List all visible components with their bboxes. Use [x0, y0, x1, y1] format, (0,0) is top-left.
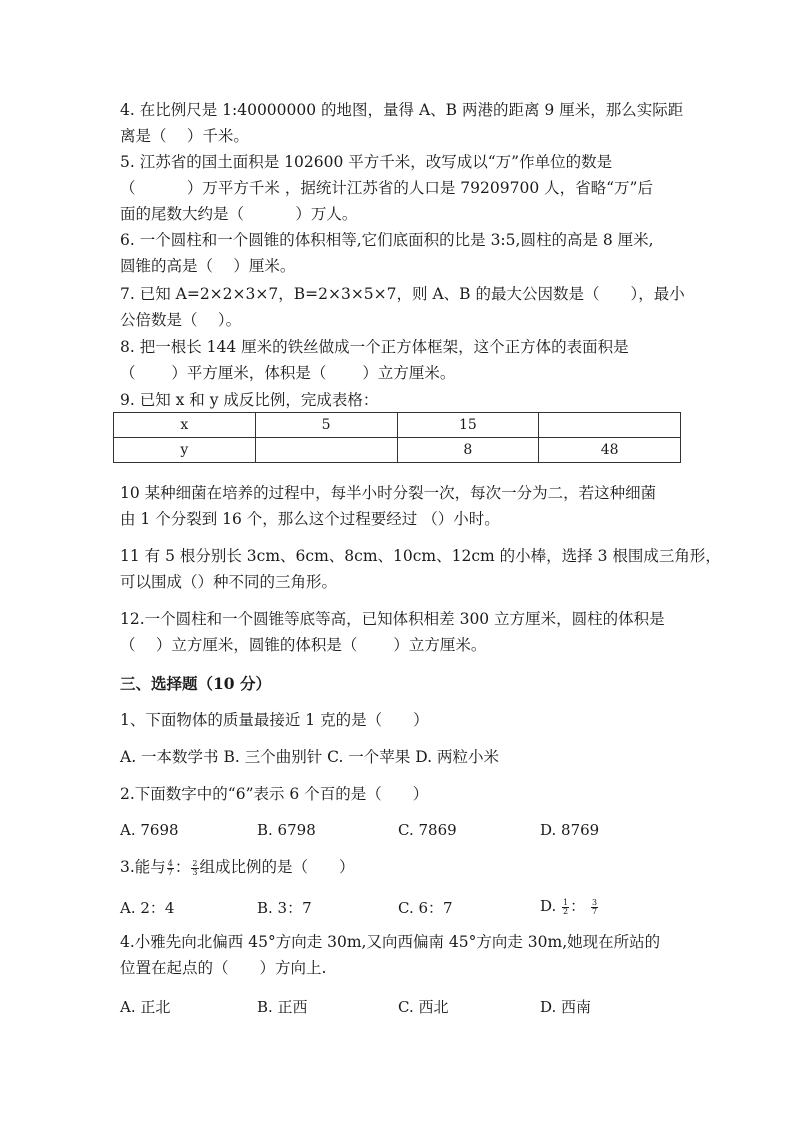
- q8-line-1: 8. 把一根长 144 厘米的铁丝做成一个正方体框架，这个正方体的表面积是: [120, 338, 629, 356]
- choice3-question-prefix: 3.能与: [120, 858, 166, 876]
- ratio-separator: ：: [570, 897, 586, 915]
- q4-line-1: 4. 在比例尺是 1:40000000 的地图，量得 A、B 两港的距离 9 厘米，那么实际距: [120, 101, 684, 119]
- fraction-denominator: 2: [563, 906, 569, 916]
- q12-line-2: （ ）立方厘米，圆锥的体积是（ ）立方厘米。: [120, 636, 487, 654]
- choice4-option-d: D. 西南: [540, 998, 592, 1016]
- fraction-denominator: 7: [591, 906, 598, 916]
- choice1-options: A. 一本数学书 B. 三个曲别针 C. 一个苹果 D. 两粒小米: [120, 748, 499, 766]
- choice4-option-b: B. 正西: [257, 998, 308, 1016]
- section-heading: 三、选择题（10 分）: [120, 674, 271, 693]
- q7-line-2: 公倍数是（ ）。: [120, 311, 242, 329]
- xy-inverse-table: [113, 412, 681, 463]
- fraction-denominator: 3: [192, 867, 198, 877]
- choice3-question: [120, 857, 355, 877]
- choice4-question-line-1: 4.小雅先向北偏西 45°方向走 30m,又向西偏南 45°方向走 30m,她现在所站的: [120, 933, 661, 951]
- choice2-option-d: D. 8769: [540, 821, 600, 839]
- fraction-denominator: 7: [167, 867, 173, 877]
- q10-line-1: 10 某种细菌在培养的过程中，每半小时分裂一次，每次一分为二，若这种细菌: [120, 484, 657, 502]
- table-cell: y: [114, 438, 256, 463]
- table-cell: 15: [397, 413, 539, 438]
- choice2-option-a: A. 7698: [120, 821, 179, 839]
- fraction-numerator: 3: [591, 897, 598, 907]
- choice2-option-b: B. 6798: [257, 821, 316, 839]
- table-cell: 5: [255, 413, 397, 438]
- choice4-option-a: A. 正北: [120, 998, 171, 1016]
- choice2-option-c: C. 7869: [398, 821, 457, 839]
- choice4-option-c: C. 西北: [398, 998, 449, 1016]
- choice4-question-line-2: 位置在起点的（ ）方向上.: [120, 959, 327, 977]
- q12-line-1: 12.一个圆柱和一个圆锥等底等高，已知体积相差 300 立方厘米，圆柱的体积是: [120, 610, 665, 628]
- q6-line-1: 6. 一个圆柱和一个圆锥的体积相等,它们底面积的比是 3:5,圆柱的高是 8 厘米,: [120, 231, 654, 249]
- q10-line-2: 由 1 个分裂到 16 个，那么这个过程要经过 （）小时。: [120, 510, 500, 528]
- fraction-one-half: [562, 899, 569, 916]
- q7-line-1: 7. 已知 A=2×2×3×7，B=2×3×5×7，则 A、B 的最大公因数是（ ），最小: [120, 285, 685, 303]
- q6-line-2: 圆锥的高是（ ）厘米。: [120, 257, 296, 275]
- choice3-question-suffix: 组成比例的是（ ）: [199, 858, 355, 876]
- q8-line-2: （ ）平方厘米，体积是（ ）立方厘米。: [120, 364, 456, 382]
- q5-line-1: 5. 江苏省的国土面积是 102600 平方千米，改写成以“万”作单位的数是: [120, 153, 613, 171]
- q9-text: 9. 已知 x 和 y 成反比例，完成表格：: [120, 391, 379, 409]
- q4-line-2: 离是（ ）千米。: [120, 127, 249, 145]
- table-cell: x: [114, 413, 256, 438]
- fraction-numerator: 2: [192, 858, 198, 868]
- table-cell: 48: [539, 438, 681, 463]
- option-d-label: D.: [540, 897, 557, 915]
- fraction-two-thirds: [191, 860, 198, 877]
- table-cell: 8: [397, 438, 539, 463]
- choice3-option-b: B. 3：7: [257, 899, 312, 917]
- fraction-three-sevenths: [591, 899, 598, 916]
- choice3-option-d: [540, 895, 599, 916]
- table-cell: [255, 438, 397, 463]
- choice3-option-c: C. 6：7: [398, 899, 453, 917]
- q11-line-2: 可以围成（）种不同的三角形。: [120, 573, 338, 591]
- fraction-numerator: 1: [563, 897, 569, 907]
- choice2-question: 2.下面数字中的“6”表示 6 个百的是（ ）: [120, 785, 429, 803]
- fraction-four-sevenths: [167, 860, 174, 877]
- q11-line-1: 11 有 5 根分别长 3cm、6cm、8cm、10cm、12cm 的小棒，选择 3 根围成三角形，: [120, 547, 721, 565]
- table-row: [114, 413, 681, 438]
- table-row: [114, 438, 681, 463]
- fraction-numerator: 4: [167, 858, 173, 868]
- choice3-option-a: A. 2：4: [120, 899, 175, 917]
- q5-line-2: （ ）万平方千米 ，据统计江苏省的人口是 79209700 人，省略“万”后: [120, 179, 653, 197]
- q5-line-3: 面的尾数大约是（ ）万人。: [120, 205, 358, 223]
- choice1-question: 1、下面物体的质量最接近 1 克的是（ ）: [120, 711, 429, 729]
- table-cell: [539, 413, 681, 438]
- ratio-separator: ：: [174, 858, 191, 876]
